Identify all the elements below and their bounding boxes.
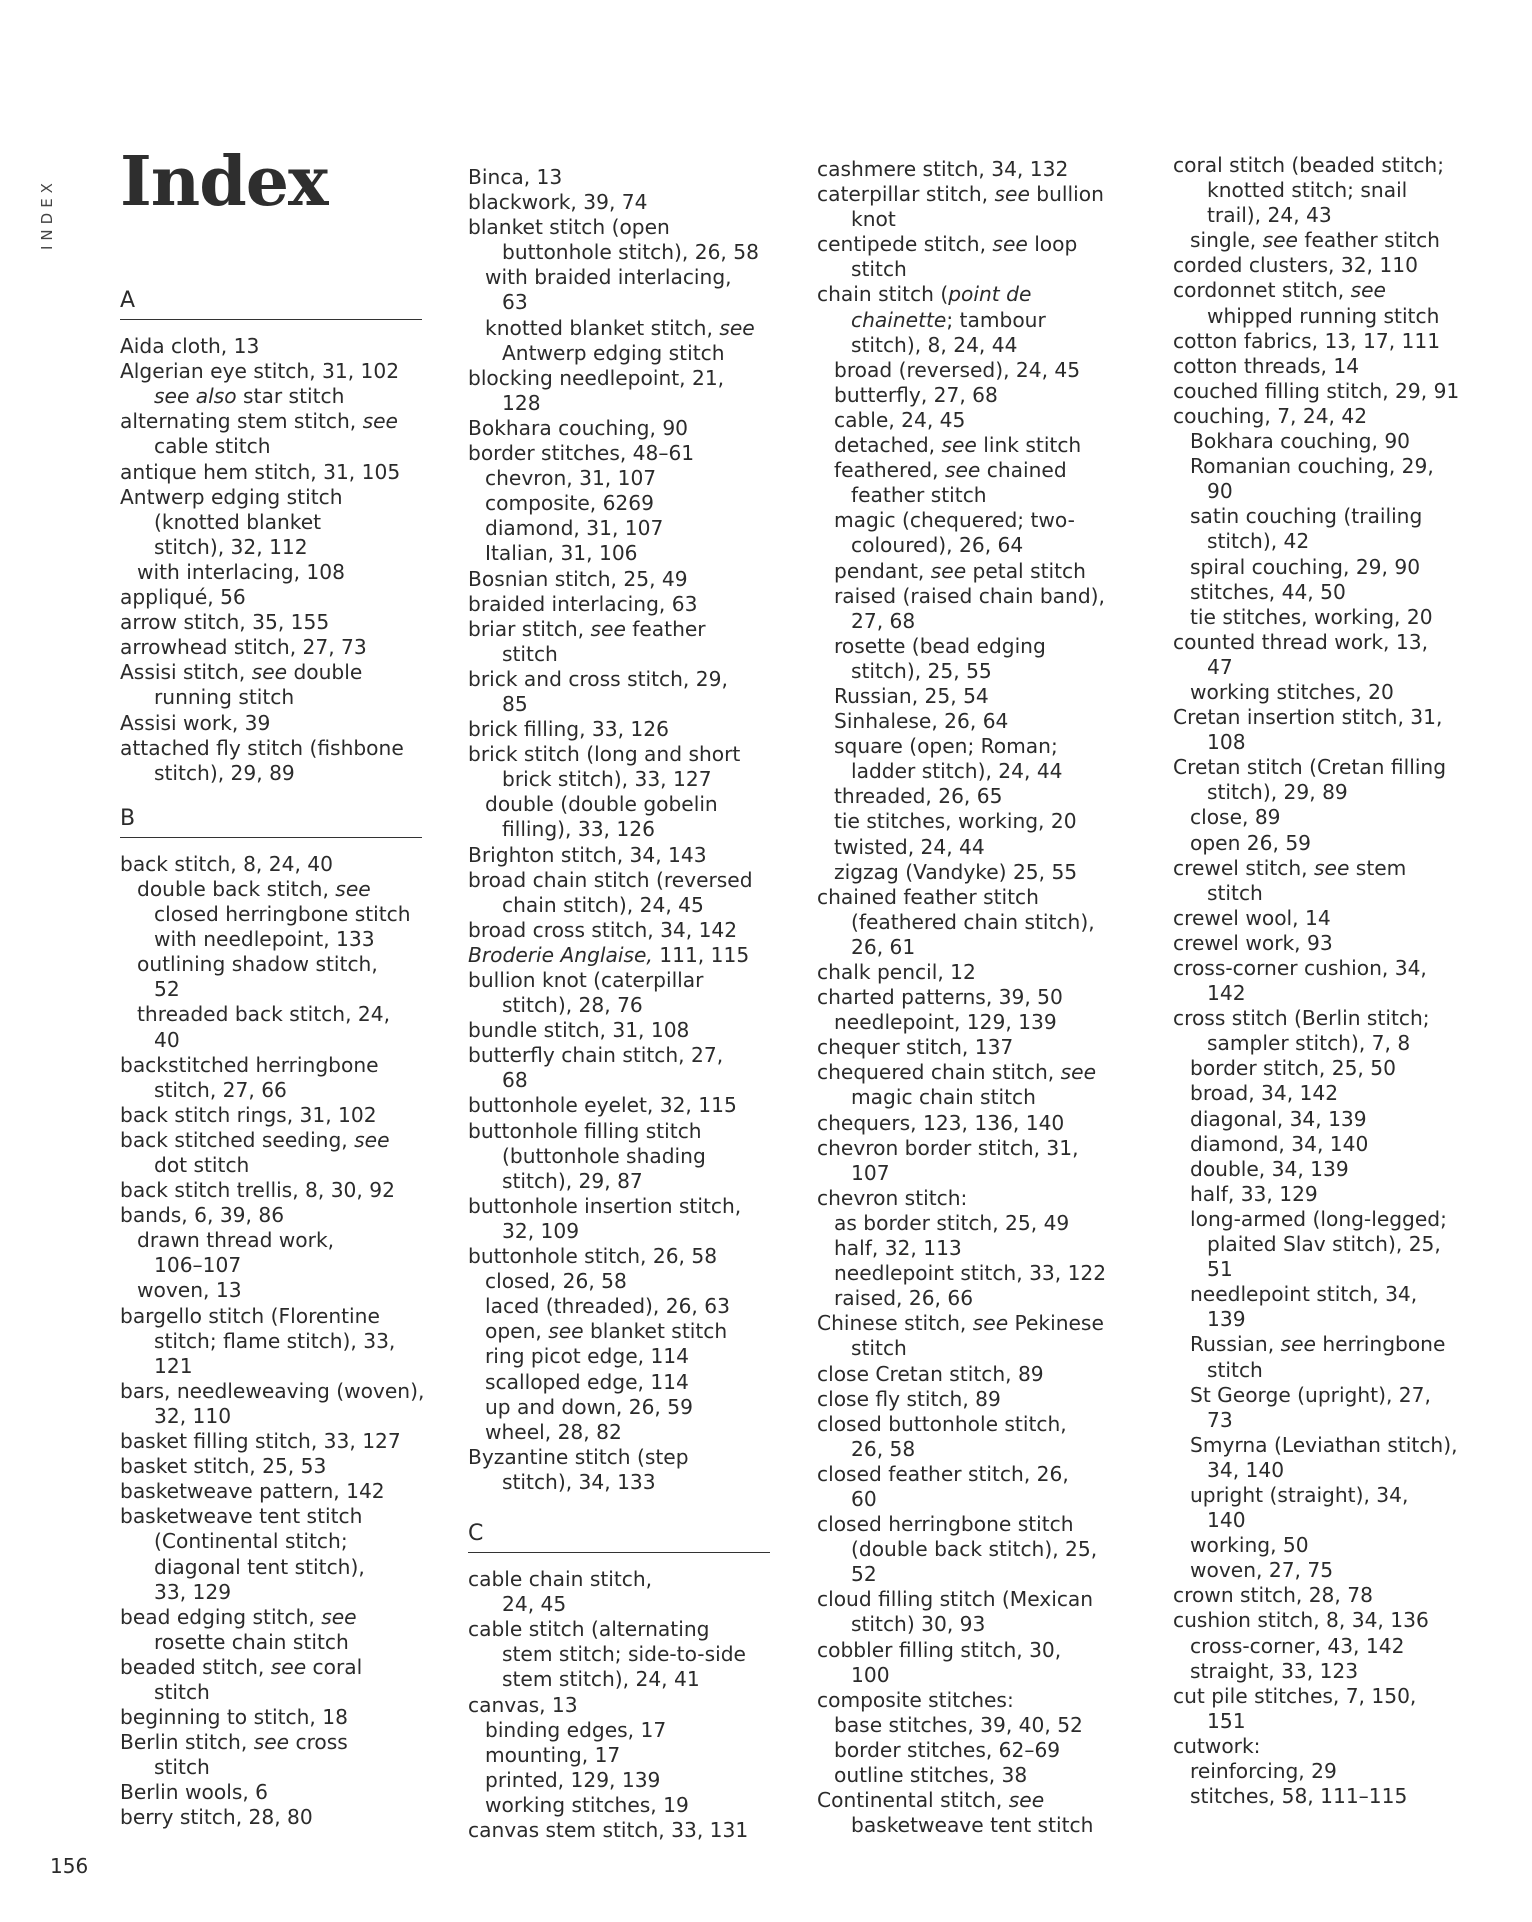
- index-entry-line: border stitches, 48–61: [468, 441, 695, 466]
- index-entry-line: close fly stitch, 89: [817, 1386, 1001, 1411]
- index-entry-line: running stitch: [154, 685, 295, 710]
- index-section: [120, 806, 460, 1831]
- index-entry-line: knot: [851, 207, 896, 232]
- index-entry-line: 108: [1207, 730, 1246, 755]
- index-entry-line: knotted stitch; snail: [1207, 178, 1408, 203]
- index-entry-line: cutwork:: [1173, 1733, 1261, 1758]
- index-entry-line: chequer stitch, 137: [817, 1035, 1014, 1060]
- index-entry-line: back stitched seeding, see: [120, 1127, 390, 1152]
- index-entry-line: stitch: [851, 1336, 907, 1361]
- index-entry-line: Berlin stitch, see cross: [120, 1730, 348, 1755]
- index-entry-line: cordonnet stitch, see: [1173, 278, 1386, 303]
- index-entry-line: chainette; tambour: [851, 307, 1046, 332]
- index-entry-line: 106–107: [154, 1253, 242, 1278]
- index-entry-line: briar stitch, see feather: [468, 616, 706, 641]
- index-entry-line: needlepoint, 129, 139: [834, 1010, 1057, 1035]
- index-entry-line: 26, 58: [851, 1436, 916, 1461]
- index-entry-line: whipped running stitch: [1207, 303, 1440, 328]
- index-entry-line: working stitches, 20: [1190, 679, 1394, 704]
- section-letter: A: [120, 288, 422, 320]
- index-entry-line: broad, 34, 142: [1190, 1081, 1339, 1106]
- index-entry-line: 107: [851, 1160, 890, 1185]
- index-entry-line: close Cretan stitch, 89: [817, 1361, 1044, 1386]
- index-entry-line: basketweave tent stitch: [851, 1813, 1094, 1838]
- index-entry-line: Cretan insertion stitch, 31,: [1173, 705, 1443, 730]
- index-entry-line: butterfly, 27, 68: [834, 382, 998, 407]
- index-entry-line: basketweave pattern, 142: [120, 1479, 385, 1504]
- index-section: [120, 288, 460, 786]
- index-entry-line: cushion stitch, 8, 34, 136: [1173, 1608, 1429, 1633]
- index-entry-line: feathered, see chained: [834, 458, 1067, 483]
- index-entry-line: chevron border stitch, 31,: [817, 1135, 1079, 1160]
- index-entry-line: antique hem stitch, 31, 105: [120, 459, 401, 484]
- index-entry-line: 27, 68: [851, 608, 916, 633]
- index-entry-line: counted thread work, 13,: [1173, 629, 1428, 654]
- index-entry-line: needlepoint stitch, 34,: [1190, 1282, 1418, 1307]
- index-entry-line: Smyrna (Leviathan stitch),: [1190, 1432, 1458, 1457]
- index-entry-line: Byzantine stitch (step: [468, 1444, 689, 1469]
- index-entry-line: stitch: [1207, 880, 1263, 905]
- index-entry-line: basket stitch, 25, 53: [120, 1454, 327, 1479]
- index-entry-line: reinforcing, 29: [1190, 1759, 1337, 1783]
- index-entry-line: ladder stitch), 24, 44: [851, 759, 1063, 784]
- index-entry-line: arrowhead stitch, 27, 73: [120, 635, 367, 660]
- index-entry-line: border stitches, 62–69: [834, 1737, 1061, 1762]
- index-entry-line: square (open; Roman;: [834, 734, 1058, 759]
- index-entry-line: stitches, 58, 111–115: [1190, 1784, 1408, 1809]
- index-entry-line: Italian, 31, 106: [485, 541, 638, 566]
- index-entry-line: (buttonhole shading: [502, 1143, 706, 1168]
- index-entry-line: raised, 26, 66: [834, 1286, 974, 1311]
- index-entry-line: closed feather stitch, 26,: [817, 1461, 1069, 1486]
- index-entry-line: St George (upright), 27,: [1190, 1382, 1431, 1407]
- index-entry-line: working, 50: [1190, 1533, 1309, 1558]
- index-entry-line: closed buttonhole stitch,: [817, 1411, 1067, 1436]
- index-entry-line: cloud filling stitch (Mexican: [817, 1587, 1094, 1612]
- index-entry-line: chain stitch (point de: [817, 282, 1032, 307]
- index-entry-line: broad cross stitch, 34, 142: [468, 917, 738, 942]
- index-entry-line: upright (straight), 34,: [1190, 1482, 1409, 1507]
- index-entry-line: crewel wool, 14: [1173, 905, 1331, 930]
- index-entry-line: 73: [1207, 1407, 1233, 1432]
- index-entry-line: brick and cross stitch, 29,: [468, 666, 728, 691]
- index-entry-line: chalk pencil, 12: [817, 960, 976, 984]
- index-section: [468, 165, 808, 1495]
- index-entry-line: basketweave tent stitch: [120, 1504, 363, 1529]
- index-entry-line: spiral couching, 29, 90: [1190, 554, 1421, 579]
- index-entry-line: Romanian couching, 29,: [1190, 454, 1434, 479]
- index-entry-line: Berlin wools, 6: [120, 1780, 269, 1805]
- side-tab: INDEX: [38, 178, 56, 250]
- index-entry-line: cross-corner cushion, 34,: [1173, 956, 1427, 980]
- index-entry-line: chequered chain stitch, see: [817, 1060, 1096, 1085]
- index-entry-line: Binca, 13: [468, 165, 563, 189]
- index-entry-line: scalloped edge, 114: [485, 1369, 689, 1394]
- index-entry-line: working stitches, 19: [485, 1792, 689, 1817]
- index-entry-line: stitch), 32, 112: [154, 534, 308, 559]
- index-entry-line: Russian, 25, 54: [834, 683, 989, 708]
- index-entry-line: beginning to stitch, 18: [120, 1705, 348, 1730]
- section-letter: B: [120, 806, 422, 838]
- index-entry-line: alternating stem stitch, see: [120, 409, 398, 434]
- index-entry-line: 142: [1207, 981, 1246, 1006]
- index-entry-line: magic chain stitch: [851, 1085, 1036, 1110]
- index-entry-line: couching, 7, 24, 42: [1173, 403, 1368, 428]
- index-entry-line: dot stitch: [154, 1153, 250, 1177]
- index-entry-line: woven, 27, 75: [1190, 1558, 1334, 1583]
- index-entry-line: 51: [1207, 1257, 1233, 1282]
- index-entry-line: cobbler filling stitch, 30,: [817, 1637, 1062, 1662]
- index-entry-line: canvas, 13: [468, 1692, 578, 1717]
- index-entry-line: 140: [1207, 1508, 1246, 1533]
- index-entry-line: open, see blanket stitch: [485, 1319, 728, 1344]
- index-entry-line: caterpillar stitch, see bullion: [817, 182, 1104, 207]
- index-entry-line: beaded stitch, see coral: [120, 1654, 363, 1679]
- index-entry-line: stitch) 30, 93: [851, 1612, 986, 1637]
- index-entry-line: Bosnian stitch, 25, 49: [468, 566, 688, 591]
- index-entry-line: blackwork, 39, 74: [468, 190, 648, 215]
- index-entry-line: double, 34, 139: [1190, 1156, 1349, 1181]
- index-entry-line: plaited Slav stitch), 25,: [1207, 1232, 1441, 1257]
- index-entry-line: 63: [502, 290, 528, 315]
- index-entry-line: coloured), 26, 64: [851, 533, 1024, 558]
- index-entry-line: chevron, 31, 107: [485, 466, 657, 491]
- index-entry-line: berry stitch, 28, 80: [120, 1805, 313, 1830]
- index-entry-line: crewel stitch, see stem: [1173, 855, 1407, 880]
- index-entry-line: arrow stitch, 35, 155: [120, 610, 330, 635]
- index-entry-line: 33, 129: [154, 1579, 232, 1604]
- index-entry-line: double back stitch, see: [137, 876, 371, 901]
- index-entry-line: ring picot edge, 114: [485, 1344, 689, 1369]
- index-entry-line: stem stitch; side-to-side: [502, 1642, 746, 1667]
- index-entry-line: couched filling stitch, 29, 91: [1173, 378, 1460, 403]
- page-title: Index: [120, 142, 328, 222]
- section-letter: C: [468, 1521, 770, 1553]
- index-entry-line: 90: [1207, 479, 1233, 504]
- index-entry-line: closed herringbone stitch: [154, 902, 411, 927]
- index-entry-line: cross-corner, 43, 142: [1190, 1633, 1405, 1658]
- index-entry-line: centipede stitch, see loop: [817, 232, 1078, 257]
- index-entry-line: stitch), 29, 89: [154, 760, 295, 785]
- index-entry-line: cotton fabrics, 13, 17, 111: [1173, 328, 1441, 353]
- index-entry-line: raised (raised chain band),: [834, 583, 1105, 608]
- index-entry-line: canvas stem stitch, 33, 131: [468, 1818, 749, 1842]
- index-entry-line: bands, 6, 39, 86: [120, 1203, 285, 1228]
- index-column-3: [817, 157, 1157, 1852]
- index-entry-line: buttonhole stitch, 26, 58: [468, 1244, 718, 1269]
- index-entry-line: diagonal, 34, 139: [1190, 1106, 1367, 1131]
- index-entry-line: stem stitch), 24, 41: [502, 1667, 700, 1692]
- index-entry-line: with needlepoint, 133: [154, 927, 375, 952]
- index-entry-line: buttonhole eyelet, 32, 115: [468, 1093, 737, 1118]
- index-entry-line: attached fly stitch (fishbone: [120, 735, 404, 760]
- index-entry-line: stitch), 25, 55: [851, 658, 992, 683]
- index-entry-line: Brighton stitch, 34, 143: [468, 842, 707, 867]
- index-entry-line: threaded, 26, 65: [834, 784, 1003, 809]
- index-entry-line: straight, 33, 123: [1190, 1658, 1359, 1683]
- index-entry-line: 40: [154, 1027, 180, 1052]
- index-entry-line: magic (chequered; two-: [834, 508, 1075, 533]
- index-entry-line: Chinese stitch, see Pekinese: [817, 1311, 1104, 1336]
- index-entry-line: cable, 24, 45: [834, 407, 966, 432]
- index-entry-line: chain stitch), 24, 45: [502, 892, 704, 917]
- index-entry-line: tie stitches, working, 20: [834, 809, 1077, 834]
- index-entry-line: 100: [851, 1662, 890, 1687]
- index-entry-line: zigzag (Vandyke) 25, 55: [834, 859, 1078, 884]
- index-entry-line: stitch), 34, 133: [502, 1469, 656, 1494]
- index-entry-line: double (double gobelin: [485, 792, 718, 817]
- index-entry-line: cable stitch: [154, 434, 271, 459]
- index-entry-line: chevron stitch:: [817, 1185, 968, 1210]
- index-entry-line: knotted blanket stitch, see: [485, 315, 755, 340]
- index-entry-line: as border stitch, 25, 49: [834, 1210, 1070, 1235]
- index-column-2: [468, 165, 808, 1857]
- index-entry-line: binding edges, 17: [485, 1717, 667, 1742]
- index-entry-line: twisted, 24, 44: [834, 834, 985, 859]
- index-entry-line: Bokhara couching, 90: [1190, 429, 1411, 454]
- index-entry-line: coral stitch (beaded stitch;: [1173, 153, 1445, 177]
- index-entry-line: 32, 110: [154, 1403, 232, 1428]
- index-entry-line: 34, 140: [1207, 1457, 1285, 1482]
- index-entry-line: 24, 45: [502, 1592, 567, 1617]
- index-section: [1173, 153, 1513, 1809]
- index-entry-line: border stitch, 25, 50: [1190, 1056, 1396, 1081]
- index-entry-line: close, 89: [1190, 805, 1281, 830]
- index-entry-line: brick filling, 33, 126: [468, 717, 669, 742]
- index-entry-line: wheel, 28, 82: [485, 1419, 622, 1444]
- index-entry-line: (knotted blanket: [154, 509, 322, 534]
- index-entry-line: tie stitches, working, 20: [1190, 604, 1433, 629]
- index-entry-line: 26, 61: [851, 934, 916, 959]
- index-entry-line: bars, needleweaving (woven),: [120, 1378, 425, 1403]
- index-entry-line: 128: [502, 390, 541, 415]
- index-entry-line: cashmere stitch, 34, 132: [817, 157, 1069, 181]
- index-entry-line: crewel work, 93: [1173, 930, 1333, 955]
- index-entry-line: 151: [1207, 1708, 1246, 1733]
- index-entry-line: Assisi work, 39: [120, 710, 271, 735]
- index-entry-line: with braided interlacing,: [485, 265, 732, 290]
- index-entry-line: mounting, 17: [485, 1742, 621, 1767]
- index-entry-line: (feathered chain stitch),: [851, 909, 1095, 934]
- index-entry-line: 47: [1207, 654, 1233, 679]
- index-entry-line: stitch), 29, 89: [1207, 780, 1348, 805]
- index-entry-line: closed, 26, 58: [485, 1269, 627, 1294]
- index-entry-line: feather stitch: [851, 483, 987, 508]
- index-entry-line: stitch: [1207, 1357, 1263, 1382]
- index-entry-line: buttonhole filling stitch: [468, 1118, 702, 1143]
- index-entry-line: Antwerp edging stitch: [120, 484, 343, 509]
- index-entry-line: stitch: [154, 1755, 210, 1780]
- index-entry-line: half, 33, 129: [1190, 1181, 1318, 1206]
- index-entry-line: charted patterns, 39, 50: [817, 985, 1063, 1010]
- index-entry-line: Antwerp edging stitch: [502, 340, 725, 365]
- index-entry-line: 52: [154, 977, 180, 1002]
- index-entry-line: single, see feather stitch: [1190, 228, 1440, 253]
- index-entry-line: Algerian eye stitch, 31, 102: [120, 359, 400, 384]
- index-entry-line: cable chain stitch,: [468, 1567, 653, 1592]
- index-entry-line: composite stitches:: [817, 1687, 1014, 1712]
- index-entry-line: back stitch trellis, 8, 30, 92: [120, 1178, 395, 1203]
- index-entry-line: brick stitch), 33, 127: [502, 767, 712, 792]
- index-entry-line: base stitches, 39, 40, 52: [834, 1712, 1083, 1737]
- index-entry-line: corded clusters, 32, 110: [1173, 253, 1418, 278]
- index-entry-line: stitch: [502, 641, 558, 666]
- index-entry-line: 139: [1207, 1307, 1246, 1332]
- index-entry-line: diamond, 31, 107: [485, 516, 664, 541]
- index-entry-line: (double back stitch), 25,: [851, 1537, 1098, 1562]
- index-entry-line: blanket stitch (open: [468, 215, 670, 240]
- index-entry-line: with interlacing, 108: [137, 559, 345, 584]
- index-entry-line: stitches, 44, 50: [1190, 579, 1346, 604]
- index-entry-line: back stitch rings, 31, 102: [120, 1102, 377, 1127]
- index-entry-line: printed, 129, 139: [485, 1767, 661, 1792]
- index-entry-line: bead edging stitch, see: [120, 1604, 357, 1629]
- index-entry-line: braided interlacing, 63: [468, 591, 698, 616]
- index-entry-line: outlining shadow stitch,: [137, 952, 378, 977]
- index-entry-line: butterfly chain stitch, 27,: [468, 1043, 724, 1068]
- index-entry-line: stitch), 28, 76: [502, 993, 643, 1018]
- index-column-1: [120, 288, 460, 1845]
- index-entry-line: stitch: [154, 1679, 210, 1704]
- index-entry-line: 32, 109: [502, 1218, 580, 1243]
- index-entry-line: bullion knot (caterpillar: [468, 968, 704, 992]
- index-entry-line: cut pile stitches, 7, 150,: [1173, 1683, 1417, 1708]
- index-column-4: [1173, 153, 1513, 1823]
- index-entry-line: Cretan stitch (Cretan filling: [1173, 755, 1447, 780]
- index-entry-line: chequers, 123, 136, 140: [817, 1110, 1065, 1135]
- index-entry-line: broad (reversed), 24, 45: [834, 357, 1081, 382]
- index-entry-line: appliqué, 56: [120, 585, 246, 610]
- index-entry-line: long-armed (long-legged;: [1190, 1206, 1447, 1231]
- index-entry-line: closed herringbone stitch: [817, 1512, 1074, 1537]
- index-entry-line: stitch, 27, 66: [154, 1077, 287, 1102]
- index-entry-line: 121: [154, 1353, 193, 1378]
- index-entry-line: satin couching (trailing: [1190, 504, 1423, 529]
- index-entry-line: diamond, 34, 140: [1190, 1131, 1369, 1156]
- index-entry-line: needlepoint stitch, 33, 122: [834, 1261, 1107, 1286]
- index-entry-line: 60: [851, 1486, 877, 1511]
- index-entry-line: Russian, see herringbone: [1190, 1332, 1446, 1357]
- index-entry-line: blocking needlepoint, 21,: [468, 365, 725, 390]
- index-entry-line: rosette (bead edging: [834, 633, 1046, 658]
- index-entry-line: laced (threaded), 26, 63: [485, 1294, 730, 1319]
- index-entry-line: half, 32, 113: [834, 1236, 962, 1261]
- index-entry-line: Continental stitch, see: [817, 1788, 1045, 1813]
- index-entry-line: see also star stitch: [154, 384, 345, 409]
- index-section: [468, 1521, 808, 1843]
- index-entry-line: 52: [851, 1562, 877, 1587]
- index-entry-line: Aida cloth, 13: [120, 334, 260, 359]
- index-entry-line: stitch), 8, 24, 44: [851, 332, 1018, 357]
- index-entry-line: stitch), 29, 87: [502, 1168, 643, 1193]
- index-entry-line: sampler stitch), 7, 8: [1207, 1031, 1411, 1056]
- index-entry-line: drawn thread work,: [137, 1228, 335, 1253]
- index-entry-line: diagonal tent stitch),: [154, 1554, 365, 1579]
- index-entry-line: detached, see link stitch: [834, 433, 1082, 458]
- index-entry-line: bundle stitch, 31, 108: [468, 1018, 690, 1043]
- index-entry-line: backstitched herringbone: [120, 1052, 379, 1077]
- index-entry-line: broad chain stitch (reversed: [468, 867, 753, 892]
- index-entry-line: back stitch, 8, 24, 40: [120, 851, 333, 876]
- index-entry-line: threaded back stitch, 24,: [137, 1002, 391, 1027]
- index-entry-line: basket filling stitch, 33, 127: [120, 1429, 401, 1454]
- index-entry-line: chained feather stitch: [817, 884, 1039, 909]
- index-entry-line: woven, 13: [137, 1278, 242, 1303]
- index-entry-line: cotton threads, 14: [1173, 353, 1360, 378]
- index-entry-line: 68: [502, 1068, 528, 1093]
- index-entry-line: open 26, 59: [1190, 830, 1312, 855]
- index-entry-line: pendant, see petal stitch: [834, 558, 1086, 583]
- index-entry-line: bargello stitch (Florentine: [120, 1303, 380, 1328]
- index-entry-line: up and down, 26, 59: [485, 1394, 693, 1419]
- index-entry-line: crown stitch, 28, 78: [1173, 1583, 1373, 1608]
- index-entry-line: stitch), 42: [1207, 529, 1310, 554]
- index-entry-line: trail), 24, 43: [1207, 203, 1332, 228]
- index-entry-line: Assisi stitch, see double: [120, 660, 363, 685]
- index-entry-line: brick stitch (long and short: [468, 742, 741, 767]
- index-entry-line: Broderie Anglaise, 111, 115: [468, 942, 750, 967]
- index-entry-line: Bokhara couching, 90: [468, 415, 689, 440]
- index-entry-line: outline stitches, 38: [834, 1763, 1028, 1787]
- index-entry-line: cross stitch (Berlin stitch;: [1173, 1006, 1430, 1031]
- index-entry-line: cable stitch (alternating: [468, 1617, 710, 1642]
- index-entry-line: Sinhalese, 26, 64: [834, 709, 1009, 734]
- index-entry-line: buttonhole insertion stitch,: [468, 1193, 742, 1218]
- index-entry-line: composite, 6269: [485, 491, 654, 516]
- index-entry-line: rosette chain stitch: [154, 1629, 349, 1654]
- index-section: [817, 157, 1157, 1838]
- index-entry-line: stitch: [851, 257, 907, 282]
- index-entry-line: stitch; flame stitch), 33,: [154, 1328, 396, 1353]
- index-entry-line: 85: [502, 691, 528, 716]
- index-entry-line: (Continental stitch;: [154, 1529, 348, 1554]
- index-entry-line: buttonhole stitch), 26, 58: [502, 240, 759, 265]
- page-number: 156: [50, 1854, 89, 1878]
- index-entry-line: filling), 33, 126: [502, 817, 655, 842]
